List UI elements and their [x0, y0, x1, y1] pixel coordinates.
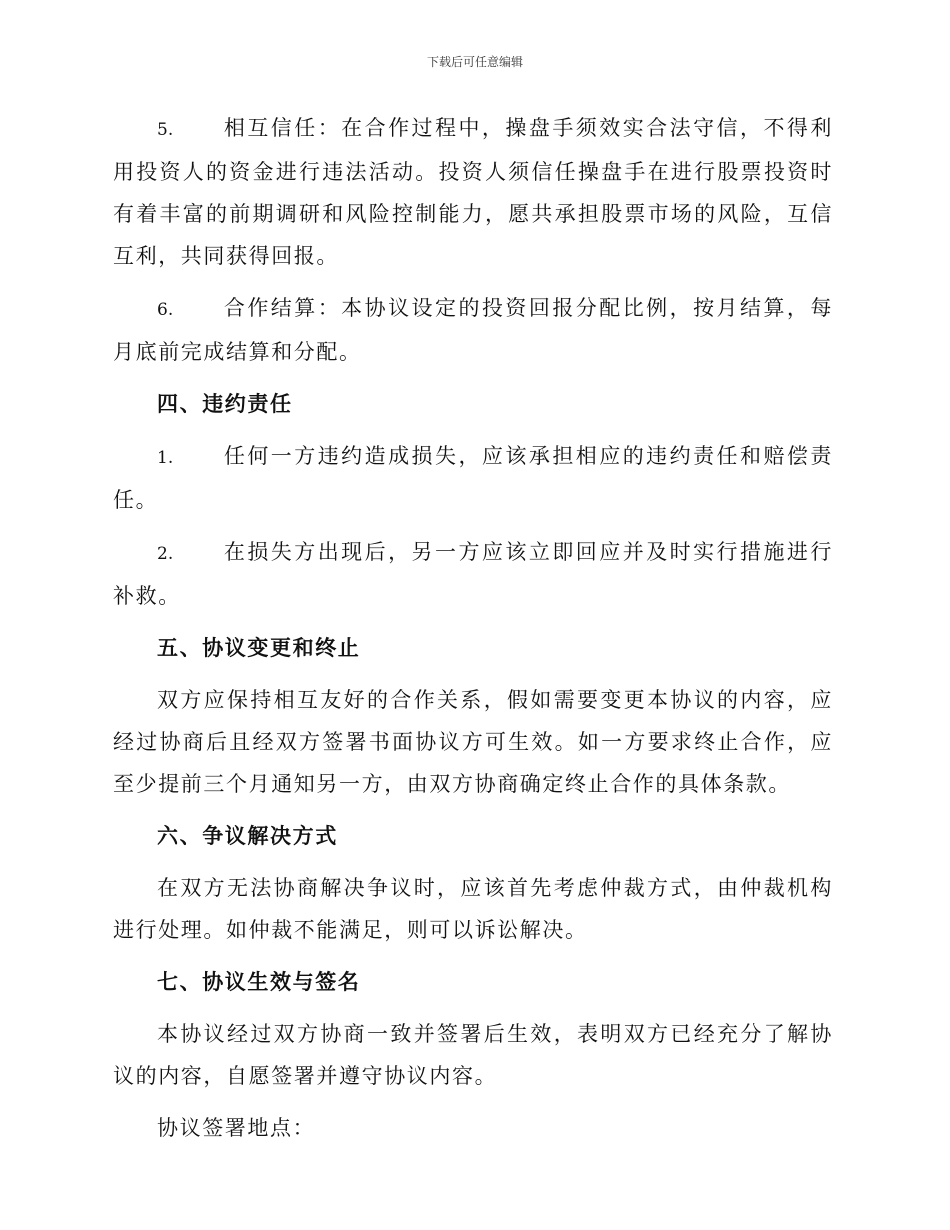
clause-text: 任何一方违约造成损失，应该承担相应的违约责任和赔偿责任。: [113, 444, 833, 512]
clause-text: 合作结算：本协议设定的投资回报分配比例，按月结算，每月底前完成结算和分配。: [113, 296, 833, 364]
section-heading-change: 五、协议变更和终止: [157, 635, 361, 660]
section-heading-dispute: 六、争议解决方式: [157, 823, 338, 848]
signing-place: 协议签署地点：: [157, 1116, 316, 1140]
clause-text: 相互信任：在合作过程中，操盘手须效实合法守信，不得利用投资人的资金进行违法活动。投资人须信任操盘手在进行股票投资时有着丰富的前期调研和风险控制能力，愿共承担股票市场的风险，互信互利，共同获得回报。: [113, 116, 833, 268]
clause-number: 5.: [157, 120, 174, 140]
breach-clause-2: [113, 531, 833, 617]
document-body: [113, 107, 833, 1159]
effect-paragraph: 本协议经过双方协商一致并签署后生效，表明双方已经充分了解协议的内容，自愿签署并遵守协议内容。: [113, 1022, 833, 1088]
dispute-paragraph: 在双方无法协商解决争议时，应该首先考虑仲裁方式，由仲裁机构进行处理。如仲裁不能满足，则可以诉讼解决。: [113, 876, 833, 942]
section-heading-effect: 七、协议生效与签名: [157, 969, 361, 994]
clause-number: 1.: [157, 448, 174, 468]
change-paragraph: 双方应保持相互友好的合作关系，假如需要变更本协议的内容，应经过协商后且经双方签署书面协议方可生效。如一方要求终止合作，应至少提前三个月通知另一方，由双方协商确定终止合作的具体条款。: [113, 688, 833, 796]
clause-6: [113, 287, 833, 373]
clause-text: 在损失方出现后，另一方应该立即回应并及时实行措施进行补救。: [113, 540, 833, 608]
clause-number: 6.: [157, 300, 174, 320]
breach-clause-1: [113, 435, 833, 521]
clause-5: [113, 107, 833, 277]
clause-number: 2.: [157, 544, 174, 564]
page-header: 下载后可任意编辑: [426, 55, 523, 69]
section-heading-breach: 四、违约责任: [157, 391, 293, 416]
